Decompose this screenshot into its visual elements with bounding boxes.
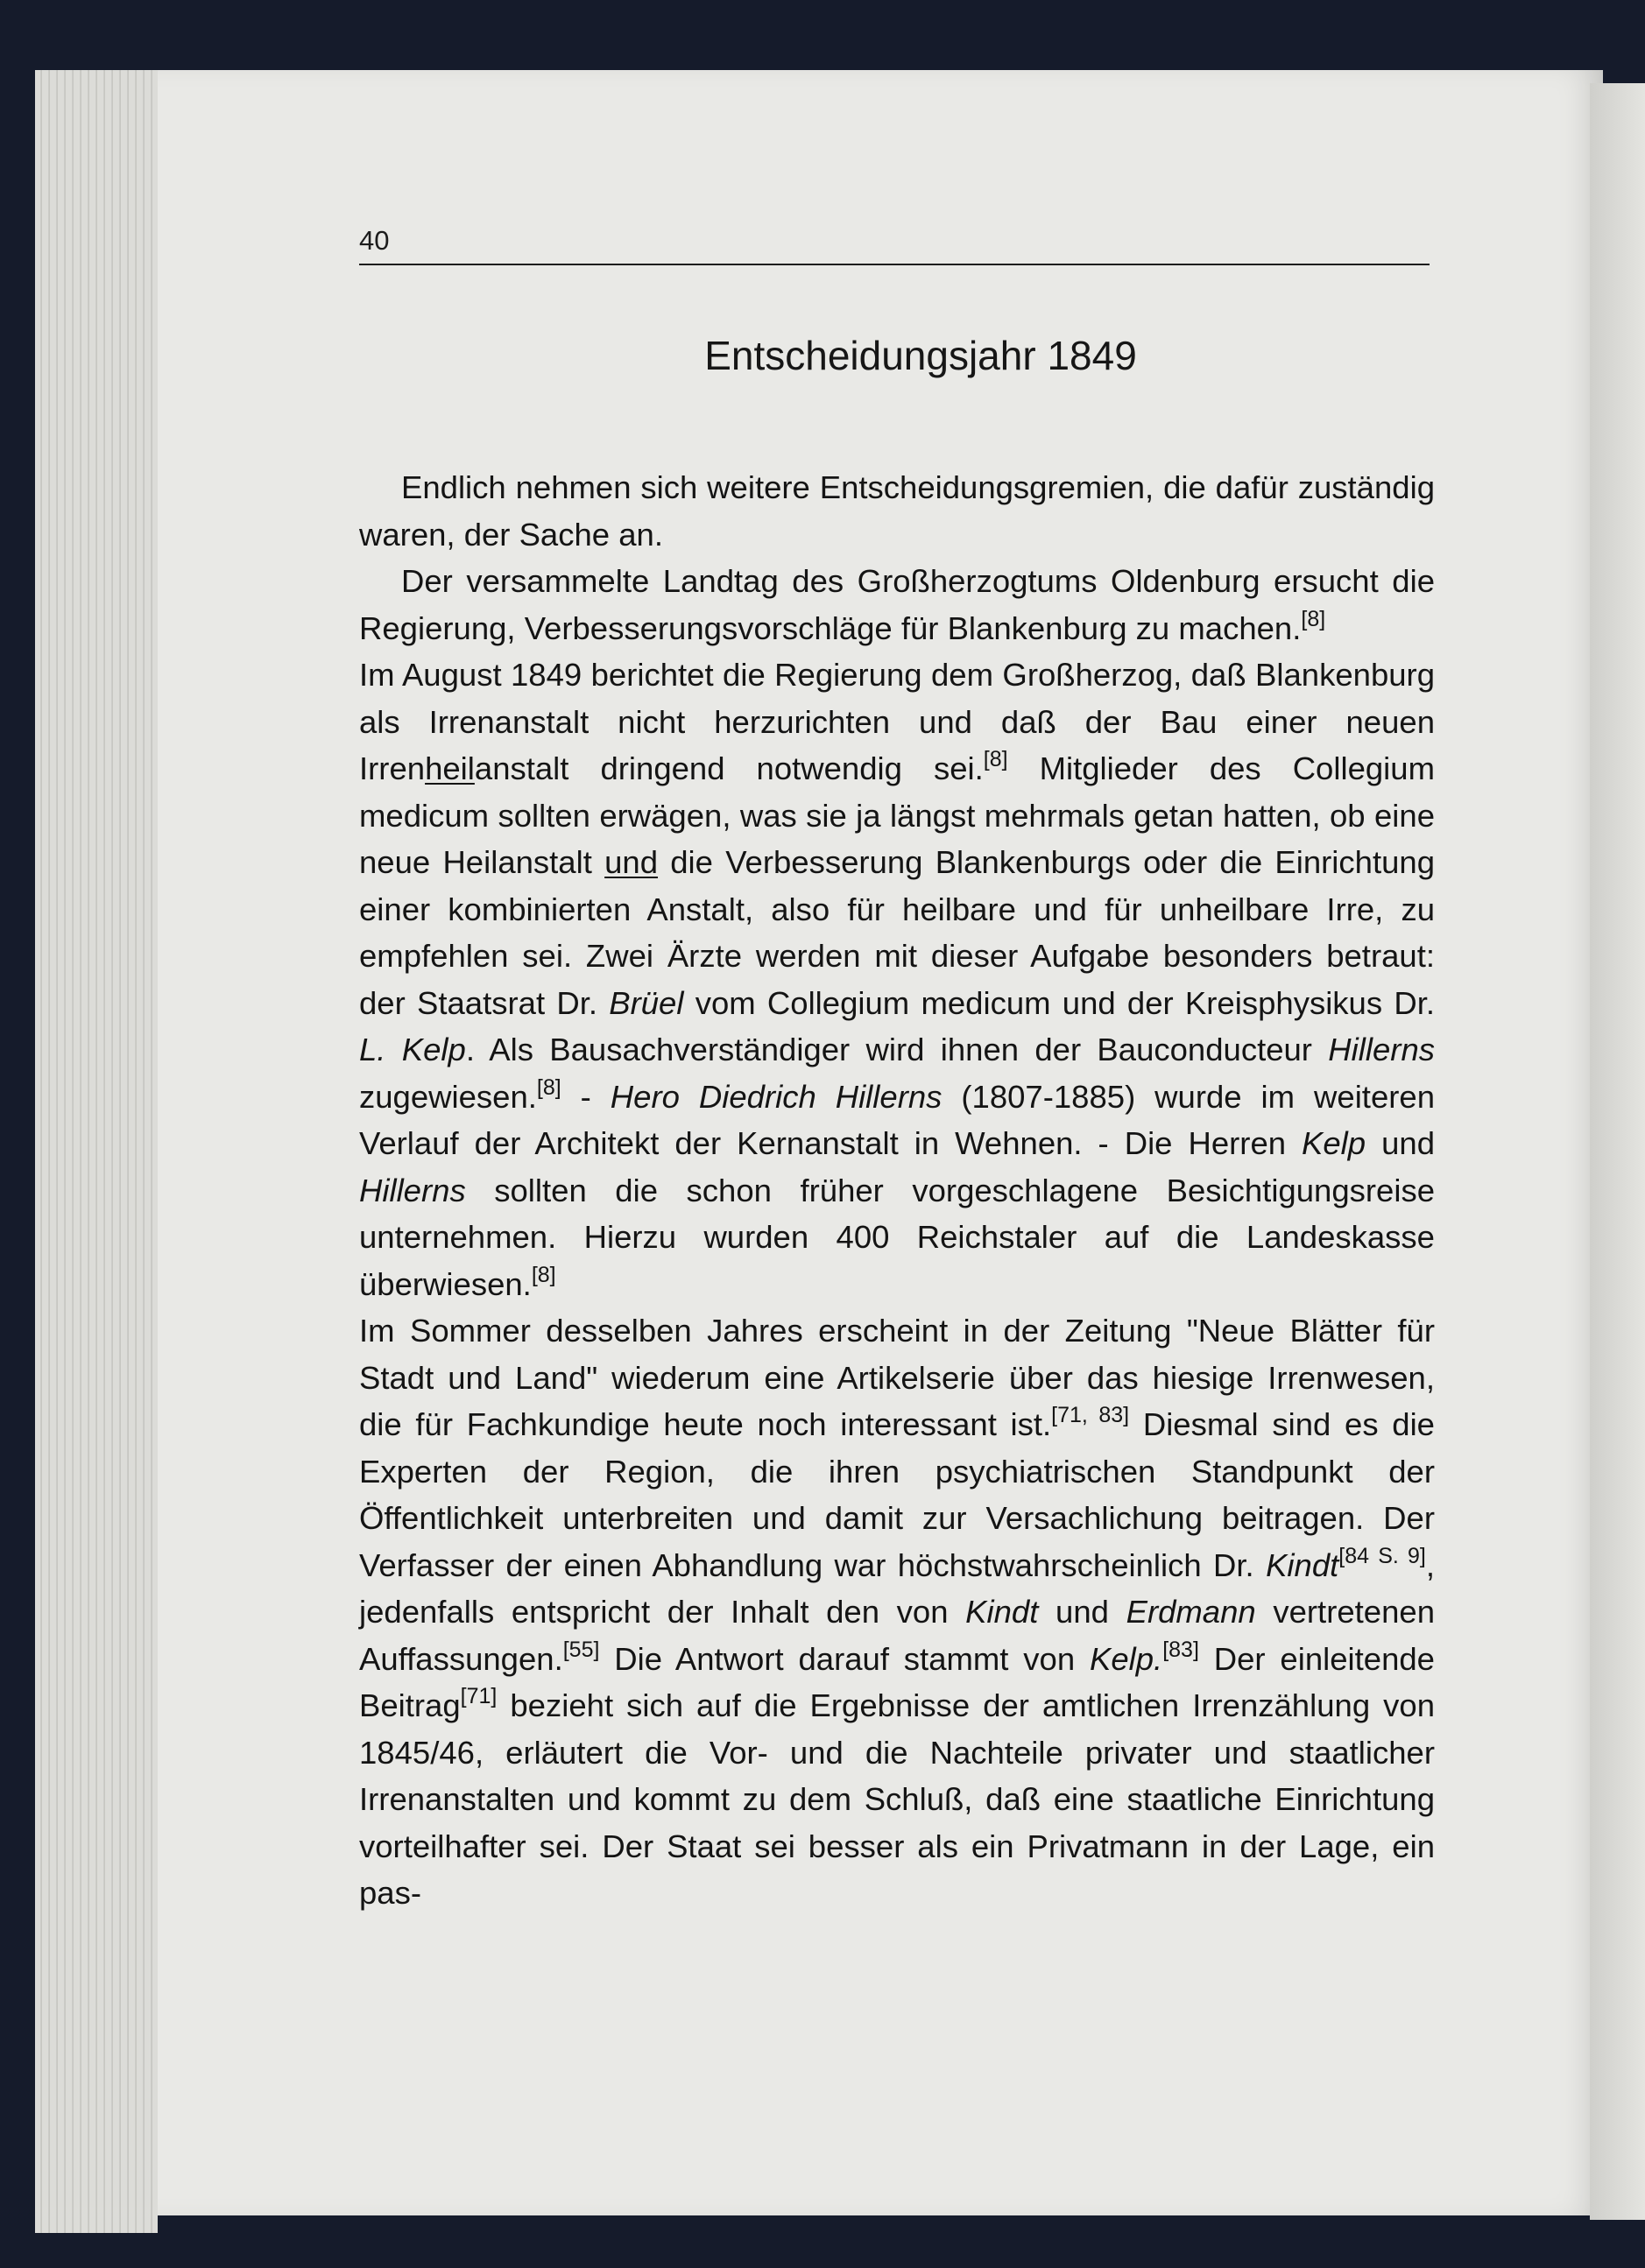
paragraph-1 bbox=[359, 464, 1435, 558]
footnote-ref: [71, 83] bbox=[1051, 1403, 1130, 1427]
para3-text: anstalt dringend notwendig sei. bbox=[474, 750, 984, 786]
italic-name: Kelp. bbox=[1090, 1640, 1163, 1677]
next-page-edge bbox=[1590, 83, 1645, 2220]
para3-text: zugewiesen. bbox=[359, 1078, 537, 1115]
italic-name: Kindt bbox=[965, 1594, 1039, 1630]
underlined-word: und bbox=[604, 844, 659, 880]
page-header bbox=[359, 223, 1430, 265]
paragraph-3 bbox=[359, 652, 1435, 1307]
footnote-ref: [84 S. 9] bbox=[1338, 1543, 1426, 1568]
italic-name: L. Kelp bbox=[359, 1032, 466, 1067]
page-edges bbox=[35, 70, 158, 2233]
paragraph-2 bbox=[359, 558, 1435, 652]
para4-text: vertretenen Auffassungen. bbox=[359, 1594, 1435, 1677]
footnote-ref: [83] bbox=[1162, 1637, 1199, 1662]
body-text bbox=[359, 464, 1435, 1917]
para4-text: Der einleitende Beitrag bbox=[359, 1640, 1435, 1723]
para4-text: Diesmal sind es die Experten der Region, die ihren psychiatrischen Standpunkt der Öffentlichkeit unterbreiten und damit zur Versachlichung beitragen. Der Verfasser der einen Abhandlung war höchstwahrscheinlich Dr. bbox=[359, 1406, 1435, 1583]
footnote-ref: [8] bbox=[983, 747, 1008, 771]
para4-text: und bbox=[1038, 1594, 1126, 1630]
footnote-ref: [8] bbox=[1301, 606, 1326, 631]
para4-text: bezieht sich auf die Ergebnisse der amtlichen Irrenzählung von 1845/46, erläutert die Vor- und die Nachteile privater und staatlicher Irrenanstalten und kommt zu dem Schluß, daß eine staatliche Einrichtung vorteilhafter sei. Der Staat sei besser als ein Privatmann in der Lage, ein pas- bbox=[359, 1687, 1435, 1911]
para3-text: Im August 1849 berichtet die Regierung dem Großherzog, daß Blankenburg als Irrenanstalt nicht herzurichten und daß der Bau einer neuen Irren bbox=[359, 657, 1435, 786]
italic-name: Erdmann bbox=[1126, 1594, 1256, 1630]
italic-name: Hillerns bbox=[359, 1172, 466, 1208]
para3-text: (1807-1885) wurde im weiteren Verlauf der Architekt der Kernanstalt in Wehnen. - Die Herren bbox=[359, 1078, 1435, 1161]
para3-text: und bbox=[1366, 1125, 1435, 1161]
para3-text: sollten die schon früher vorgeschlagene Besichtigungsreise unternehmen. Hierzu wurden 400 Reichstaler auf die Landeskasse überwiesen. bbox=[359, 1172, 1435, 1302]
para3-text: die Verbesserung Blankenburgs oder die Einrichtung einer kombinierten Anstalt, also für heilbare und für unheilbare Irre, zu empfehlen sei. Zwei Ärzte werden mit dieser Aufgabe besonders betraut: der Staatsrat Dr. bbox=[359, 844, 1435, 1021]
paragraph-4 bbox=[359, 1307, 1435, 1917]
italic-name: Kindt bbox=[1266, 1546, 1339, 1583]
para3-text: . Als Bausachverständiger wird ihnen der Bauconducteur bbox=[465, 1032, 1329, 1067]
para3-text: - bbox=[561, 1078, 611, 1115]
para3-text: Mitglieder des Collegium medicum sollten erwägen, was sie ja längst mehrmals getan hatten, ob eine neue Heilanstalt bbox=[359, 750, 1435, 880]
page-number: 40 bbox=[359, 225, 390, 256]
para2-text: Der versammelte Landtag des Großherzogtums Oldenburg ersucht die Regierung, Verbesserungsvorschläge für Blankenburg zu machen. bbox=[359, 563, 1435, 646]
footnote-ref: [8] bbox=[536, 1074, 561, 1100]
para4-text: Die Antwort darauf stammt von bbox=[599, 1640, 1090, 1677]
footnote-ref: [71] bbox=[460, 1684, 498, 1708]
italic-name: Kelp bbox=[1302, 1125, 1366, 1161]
italic-name: Hillerns bbox=[1328, 1032, 1435, 1067]
italic-name: Brüel bbox=[609, 984, 684, 1021]
para4-text: Im Sommer desselben Jahres erscheint in der Zeitung "Neue Blätter für Stadt und Land" wiederum eine Artikelserie über das hiesige Irrenwesen, die für Fachkundige heute noch interessant ist. bbox=[359, 1313, 1435, 1442]
para4-text: , jedenfalls entspricht der Inhalt den von bbox=[359, 1546, 1435, 1630]
para1-text: Endlich nehmen sich weitere Entscheidungsgremien, die dafür zuständig waren, der Sache an. bbox=[359, 469, 1435, 553]
underlined-word: heil bbox=[425, 750, 475, 786]
footnote-ref: [8] bbox=[531, 1262, 556, 1287]
footnote-ref: [55] bbox=[562, 1637, 600, 1662]
para3-text: vom Collegium medicum und der Kreisphysikus Dr. bbox=[683, 984, 1435, 1021]
italic-name: Hero Diedrich Hillerns bbox=[610, 1078, 943, 1115]
chapter-title: Entscheidungsjahr 1849 bbox=[704, 333, 1137, 378]
